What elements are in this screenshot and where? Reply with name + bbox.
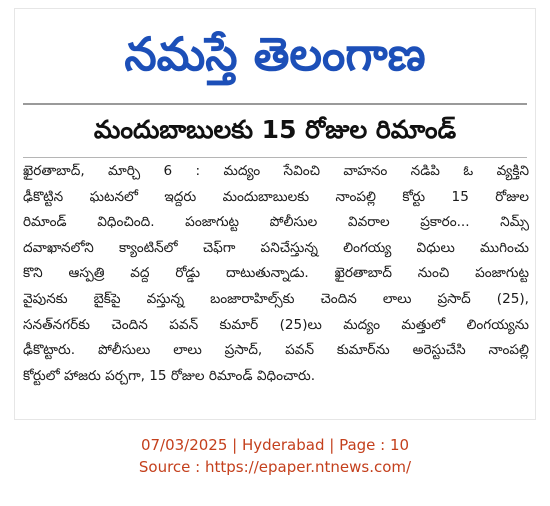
article-line: రిమాండ్ విధించింది. పంజాగుట్ట పోలీసుల వివరాల ప్రకారం... నిమ్స్ xyxy=(23,214,529,231)
source-link[interactable]: Source : https://epaper.ntnews.com/ xyxy=(138,458,412,476)
article-headline: మందుబాబులకు 15 రోజుల రిమాండ్ xyxy=(93,115,457,144)
article-body xyxy=(23,159,529,389)
article-line: వైపునకు బైక్‌పై వస్తున్న బంజారాహిల్స్‌కు చెందిన లాలు ప్రసాద్ (25), xyxy=(23,290,529,307)
article-line: దవాఖానలోని క్యాంటిన్‌లో చెఫ్‌గా పనిచేస్తున్న లింగయ్య విధులు ముగించు xyxy=(23,239,529,256)
masthead xyxy=(15,11,535,97)
newspaper-clipping xyxy=(14,8,536,420)
article-line: కోర్టులో హాజరు పర్చగా, 15 రోజుల రిమాండ్ విధించారు. xyxy=(23,367,316,384)
edition-dateline: 07/03/2025 | Hyderabad | Page : 10 xyxy=(140,436,410,454)
article-line: ఢీకొట్టారు. పోలీసులు లాలు ప్రసాద్, పవన్ కుమార్‌ను అరెస్టుచేసి నాంపల్లి xyxy=(23,342,529,359)
article-line: సనత్‌నగర్‌కు చెందిన పవన్ కుమార్ (25)లు మద్యం మత్తులో లింగయ్యను xyxy=(23,316,529,333)
headline-divider xyxy=(23,157,527,158)
article-line: ఖైరతాబాద్, మార్చి 6 : మద్యం సేవించి వాహనం నడిపి ఓ వ్యక్తిని xyxy=(23,163,529,179)
masthead-divider xyxy=(23,103,527,105)
newspaper-logo: నమస్తే తెలంగాణ xyxy=(124,27,426,81)
article-line: ఢీకొట్టిన ఘటనలో ఇద్దరు మందుబాబులకు నాంపల్లి కోర్టు 15 రోజుల xyxy=(23,188,529,205)
article-line: కొని ఆస్పత్రి వద్ద రోడ్డు దాటుతున్నాడు. ఖైరతాబాద్ నుంచి పంజాగుట్ట xyxy=(23,265,529,282)
